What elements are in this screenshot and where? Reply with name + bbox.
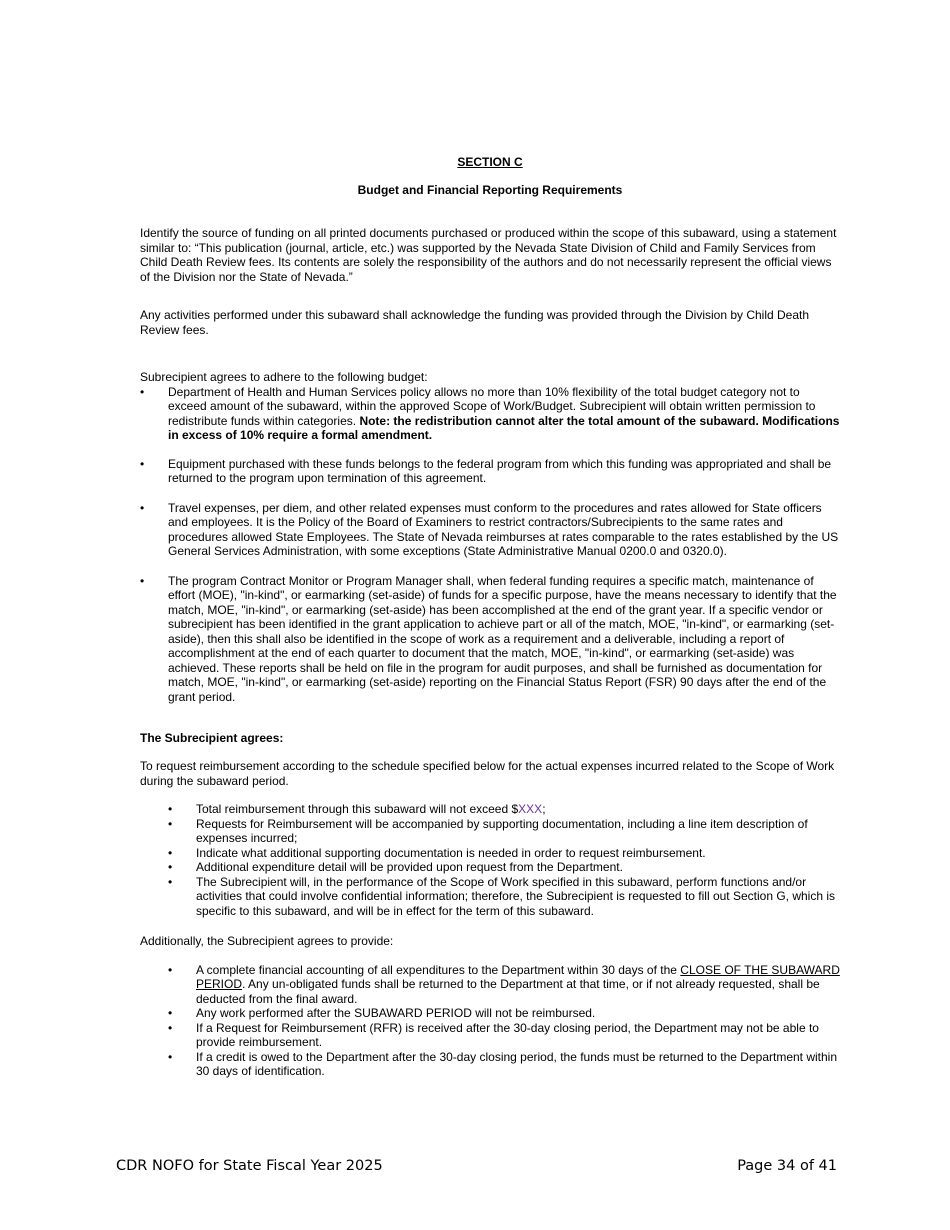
amount-placeholder: XXX	[518, 802, 543, 816]
section-title: SECTION C	[457, 155, 523, 169]
agrees-section	[140, 759, 840, 918]
additionally-lead: Additionally, the Subrecipient agrees to provide:	[140, 934, 394, 948]
list-item: • Equipment purchased with these funds belongs to the federal program from which this funding was appropriated and shall be returned to the program upon termination of this agreement.	[140, 457, 840, 486]
list-item: • Requests for Reimbursement will be accompanied by supporting documentation, including a line item description of expenses incurred;	[140, 817, 840, 846]
list-item: • Additional expenditure detail will be provided upon request from the Department.	[140, 860, 840, 875]
budget-section	[140, 370, 840, 704]
intro-paragraph-2: Any activities performed under this subaward shall acknowledge the funding was provided through the Division by Child Death Review fees.	[140, 308, 810, 337]
list-item: • If a credit is owed to the Department after the 30-day closing period, the funds must be returned to the Department within 30 days of identification.	[140, 1050, 840, 1079]
agrees-list	[140, 802, 840, 918]
list-item: • If a Request for Reimbursement (RFR) is received after the 30-day closing period, the Department may not be able to provide reimbursement.	[140, 1021, 840, 1050]
additionally-section	[140, 934, 840, 1079]
list-item: • Travel expenses, per diem, and other related expenses must conform to the procedures and rates allowed for State officers and employees. It is the Policy of the Board of Examiners to restrict contractors/Subrecipients to the same rates and procedures allowed State Employees. The State of Nevada reimburses at rates comparable to the rates established by the US General Services Administration, with some exceptions (State Administrative Manual 0200.0 and 0320.0).	[140, 501, 840, 559]
agrees-heading: The Subrecipient agrees:	[140, 731, 284, 745]
budget-list	[140, 385, 840, 705]
section-subtitle: Budget and Financial Reporting Requirements	[357, 183, 623, 197]
budget-lead: Subrecipient agrees to adhere to the following budget:	[140, 370, 428, 384]
intro-paragraph-1: Identify the source of funding on all printed documents purchased or produced within the scope of this subaward, using a statement similar to: “This publication (journal, article, etc.) was supported by the Nevada State Division of Child and Family Services from Child Death Review fees. Its contents are solely the responsibility of the authors and do not necessarily represent the official views of the Division nor the State of Nevada.”	[140, 226, 837, 284]
list-item: • Department of Health and Human Services policy allows no more than 10% flexibility of the total budget category not to exceed amount of the subaward, within the approved Scope of Work/Budget. Subrecipient will obtain written permission to redistribute funds within categories. Note: the redistribution cannot alter the total amount of the subaward. Modifications in excess of 10% require a formal amendment.	[140, 385, 840, 443]
agrees-lead: To request reimbursement according to the schedule specified below for the actual expenses incurred related to the Scope of Work during the subaward period.	[140, 759, 835, 788]
footer-page-number: Page 34 of 41	[737, 1158, 837, 1174]
list-item: • The program Contract Monitor or Program Manager shall, when federal funding requires a specific match, maintenance of effort (MOE), "in-kind", or earmarking (set-aside) of funds for a specific purpose, have the means necessary to identify that the match, MOE, "in-kind", or earmarking (set-aside) has been accomplished at the end of the grant year. If a specific vendor or subrecipient has been identified in the grant application to achieve part or all of the match, MOE, "in-kind", or earmarking (set-aside), then this shall also be identified in the scope of work as a requirement and a deliverable, including a report of accomplishment at the end of each quarter to document that the match, MOE, "in-kind", or earmarking (set-aside) was achieved. These reports shall be held on file in the program for audit purposes, and shall be furnished as documentation for match, MOE, "in-kind", or earmarking (set-aside) reporting on the Financial Status Report (FSR) 90 days after the end of the grant period.	[140, 574, 840, 705]
list-item: • The Subrecipient will, in the performance of the Scope of Work specified in this subaward, perform functions and/or activities that could involve confidential information; therefore, the Subrecipient is requested to fill out Section G, which is specific to this subaward, and will be in effect for the term of this subaward.	[140, 875, 840, 919]
list-item: • Total reimbursement through this subaward will not exceed $XXX;	[140, 802, 840, 817]
list-item: • Any work performed after the SUBAWARD PERIOD will not be reimbursed.	[140, 1006, 840, 1021]
additionally-list	[140, 963, 840, 1079]
list-item: • Indicate what additional supporting documentation is needed in order to request reimbursement.	[140, 846, 840, 861]
list-item: • A complete financial accounting of all expenditures to the Department within 30 days of the CLOSE OF THE SUBAWARD PERIOD. Any un-obligated funds shall be returned to the Department at that time, or if not already requested, shall be deducted from the final award.	[140, 963, 840, 1007]
footer-document-title: CDR NOFO for State Fiscal Year 2025	[116, 1158, 383, 1174]
